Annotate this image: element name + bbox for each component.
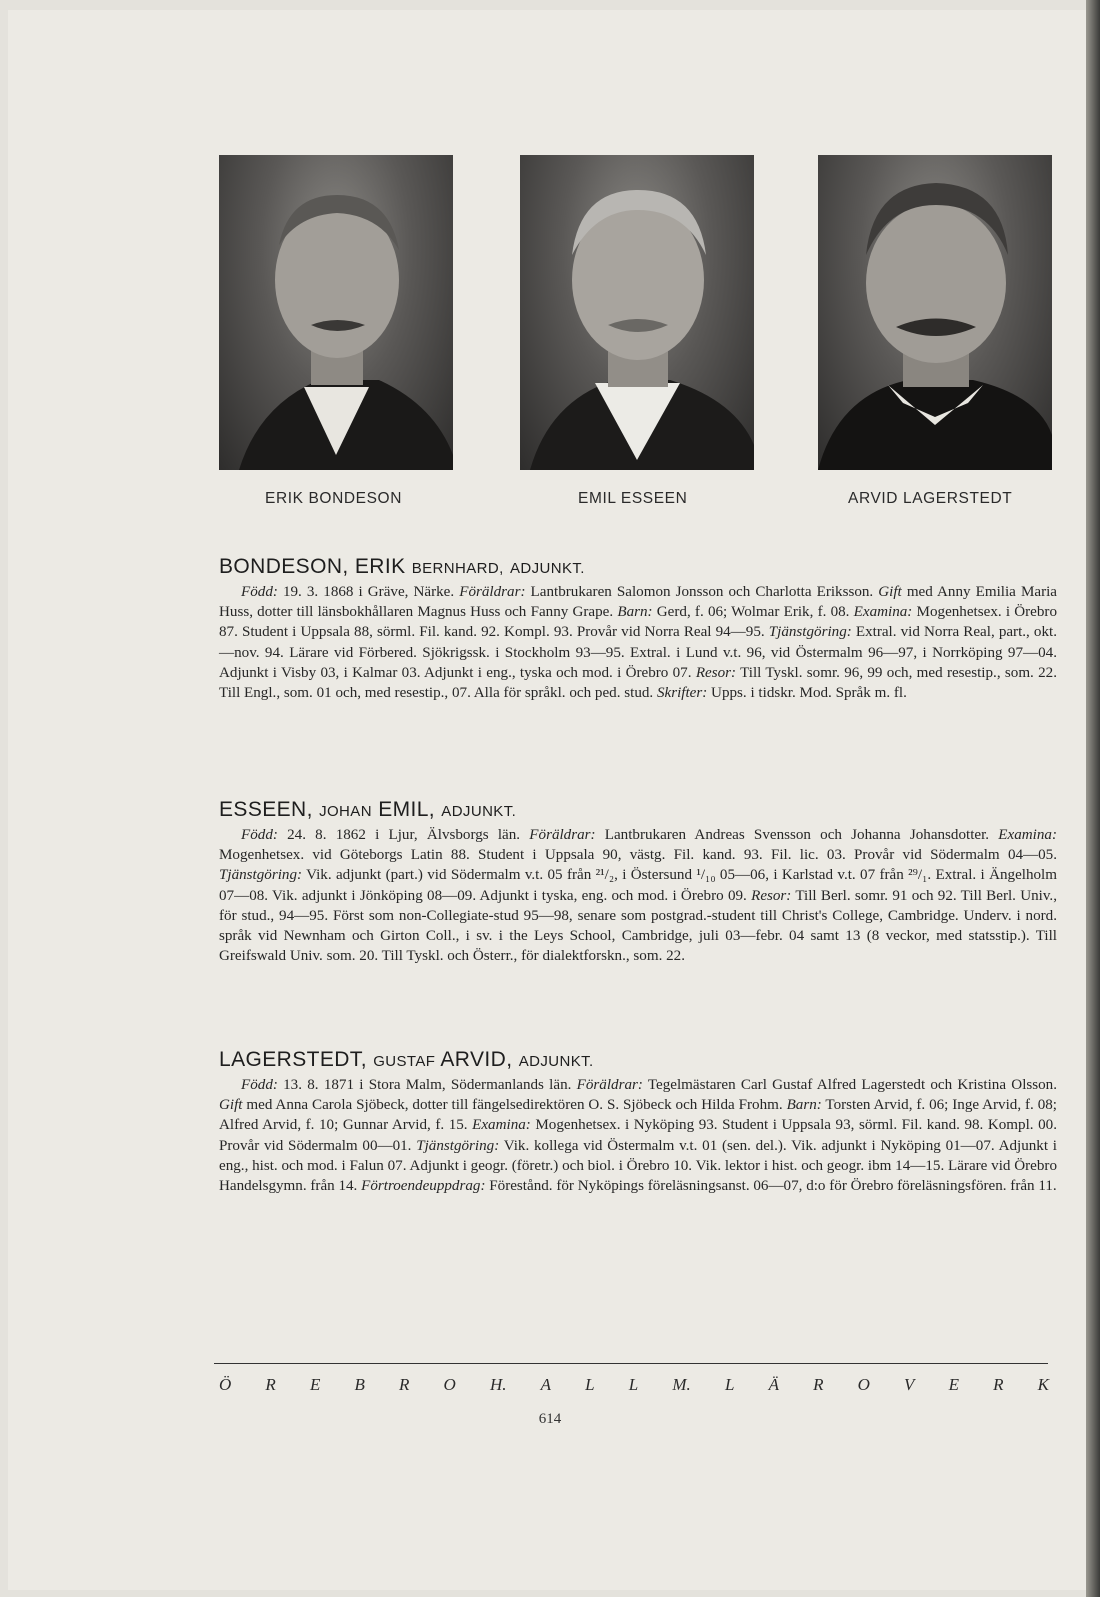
entry-field-text: med Anny Emilia Maria Huss, dotter till länsbokhållaren Magnus Huss och Fanny Grape. bbox=[219, 584, 1057, 621]
entry-given-main: ERIK bbox=[354, 555, 406, 578]
entry-field-text: Upps. i tidskr. Mod. Språk m. fl. bbox=[707, 685, 907, 702]
entry-title: ADJUNKT. bbox=[441, 803, 517, 820]
entry-field-text: Tegelmästaren Carl Gustaf Alfred Lagerstedt och Kristina Olsson. bbox=[642, 1077, 1058, 1093]
entry-field-label: Examina: bbox=[998, 827, 1057, 843]
entry-field-text: Till Berl. somr. 91 och 92. Till Berl. Univ., för stud., 94—95. Först som non-Collegiate-stud 95—98, senare som postgrad.-student till Christ's College, Cambridge. Underv. i nord. språk vid Newnham och Girton Coll., i sv. i the Leys School, Cambridge, juli 03—febr. 04 samt 13 (8 veckor, med statsstip.). Till Greifswald Univ. som. 20. Till Tyskl. och Österr., för dialektforskn., som. 22. bbox=[219, 887, 1057, 965]
footer-letter: H. bbox=[489, 1375, 507, 1394]
entry-field-text: Mogenhetsex. vid Göteborgs Latin 88. Student i Uppsala 90, västg. Fil. kand. 93. Fil. lic. 03. Provår vid Södermalm 04—05. bbox=[219, 847, 1057, 864]
entry-field-label: Föräldrar: bbox=[529, 827, 596, 843]
entry-field-text: Mogenhetsex. i Örebro 87. Student i Uppsala 88, sörml. Fil. kand. 92. Kompl. 93. Provår vid Norra Real 94—95. bbox=[219, 604, 1057, 641]
entry-surname: LAGERSTEDT, bbox=[219, 1048, 367, 1071]
running-footer bbox=[219, 1375, 1049, 1395]
entry-surname: BONDESON, bbox=[219, 555, 349, 578]
page-number: 614 bbox=[538, 1411, 562, 1427]
entry-title: ADJUNKT. bbox=[509, 560, 585, 577]
entry-field-label: Tjänstgöring: bbox=[219, 867, 303, 884]
entry-field-text: Vik. adjunkt (part.) vid Södermalm v.t. 05 från ²¹/₂, i Östersund ¹/₁₀ 05—06, i Karlstad v.t. 07 från ²⁹/₁. Extral. i Ängelholm 07—08. Vik. adjunkt i Jönköping 08—09. Adjunkt i tyska, eng. och mod. i Örebro 09. bbox=[219, 867, 1057, 904]
entry-title: ADJUNKT. bbox=[518, 1053, 594, 1070]
entry-given-main: ARVID, bbox=[440, 1048, 513, 1071]
entry-field-label: Föräldrar: bbox=[576, 1077, 643, 1093]
page-edge-shadow bbox=[1086, 0, 1100, 1597]
footer-letter: E bbox=[309, 1375, 321, 1394]
entry-field-label: Resor: bbox=[751, 887, 792, 904]
footer-letter: L bbox=[628, 1375, 639, 1394]
footer-letter: M. bbox=[672, 1375, 691, 1394]
entry-field-text: Förestånd. för Nyköpings föreläsningsanst. 06—07, d:o för Örebro föreläsningsfören. från 11. bbox=[485, 1178, 1057, 1195]
entry-field-text: Torsten Arvid, f. 06; Inge Arvid, f. 08; Alfred Arvid, f. 10; Gunnar Arvid, f. 15. bbox=[219, 1097, 1057, 1134]
entry-field-label: Född: bbox=[241, 584, 278, 600]
entry-field-label: Skrifter: bbox=[656, 685, 708, 702]
portrait-caption: ERIK BONDESON bbox=[265, 490, 402, 507]
entry-body bbox=[219, 582, 1057, 703]
entry-field-label: Född: bbox=[241, 827, 278, 843]
entry-field-text: 24. 8. 1862 i Ljur, Älvsborgs län. bbox=[277, 827, 530, 843]
entry-field-text: Lantbrukaren Andreas Svensson och Johanna Johansdotter. bbox=[595, 827, 999, 843]
entry-given-main: EMIL, bbox=[378, 798, 436, 821]
footer-letter: R bbox=[265, 1375, 276, 1394]
entry-given-prefix: GUSTAF bbox=[373, 1053, 436, 1070]
footer-rule bbox=[214, 1363, 1048, 1364]
entry-field-label: Gift bbox=[878, 584, 902, 600]
entry-given-prefix: JOHAN bbox=[319, 803, 372, 820]
entry-surname: ESSEEN, bbox=[219, 798, 313, 821]
entry-field-label: Gift bbox=[219, 1097, 243, 1114]
entry-body bbox=[219, 1075, 1057, 1196]
entry-field-label: Resor: bbox=[695, 664, 737, 681]
entry-field-label: Barn: bbox=[786, 1097, 822, 1114]
footer-letter: A bbox=[540, 1375, 552, 1394]
entry-field-label: Examina: bbox=[472, 1117, 531, 1134]
footer-letter: O bbox=[857, 1375, 870, 1394]
portrait-photo-lagerstedt bbox=[818, 155, 1052, 470]
entry-field-label: Examina: bbox=[853, 604, 913, 621]
footer-letter: R bbox=[399, 1375, 410, 1394]
footer-letter: Ö bbox=[219, 1375, 232, 1394]
entry-field-text: Till Tyskl. somr. 96, 99 och, med resestip., som. 22. Till Engl., som. 01 och, med resestip., 07. Alla för språkl. och ped. stud. bbox=[219, 664, 1058, 702]
portrait-caption: ARVID LAGERSTEDT bbox=[848, 490, 1013, 507]
entry-field-label: Förtroendeuppdrag: bbox=[361, 1178, 486, 1195]
footer-letter: O bbox=[443, 1375, 456, 1394]
entry-field-text: 13. 8. 1871 i Stora Malm, Södermanlands län. bbox=[277, 1077, 577, 1093]
footer-letter: B bbox=[354, 1375, 365, 1394]
entry-field-text: Mogenhetsex. i Nyköping 93. Student i Uppsala 93, sörml. Fil. kand. 98. Kompl. 00. Provår vid Södermalm 00—01. bbox=[219, 1117, 1057, 1154]
portrait-caption: EMIL ESSEEN bbox=[578, 490, 688, 507]
entry-body bbox=[219, 825, 1057, 966]
footer-letter: V bbox=[904, 1375, 915, 1394]
footer-letter: E bbox=[948, 1375, 959, 1394]
entry-field-label: Barn: bbox=[617, 604, 653, 621]
portrait-photo-bondeson bbox=[219, 155, 453, 470]
footer-letter: Ä bbox=[768, 1375, 779, 1394]
footer-letter: L bbox=[585, 1375, 595, 1394]
entry-field-text: med Anna Carola Sjöbeck, dotter till fängelsedirektören O. S. Sjöbeck och Hilda Frohm. bbox=[242, 1097, 787, 1114]
footer-letter: L bbox=[724, 1375, 735, 1394]
entry-field-label: Tjänstgöring: bbox=[416, 1137, 500, 1154]
footer-letter: K bbox=[1037, 1375, 1049, 1394]
entry-given-suffix: BERNHARD, bbox=[411, 560, 504, 577]
entry-field-label: Föräldrar: bbox=[459, 584, 526, 600]
entry-field-label: Född: bbox=[241, 1077, 278, 1093]
portrait-photo-esseen bbox=[520, 155, 754, 470]
footer-letter: R bbox=[813, 1375, 824, 1394]
entry-heading bbox=[219, 1048, 594, 1072]
entry-heading bbox=[219, 798, 516, 822]
entry-field-text: Gerd, f. 06; Wolmar Erik, f. 08. bbox=[652, 604, 854, 621]
entry-field-label: Tjänstgöring: bbox=[768, 624, 852, 641]
entry-field-text: 19. 3. 1868 i Gräve, Närke. bbox=[277, 584, 460, 600]
entry-field-text: Extral. vid Norra Real, part., okt.—nov. 94. Lärare vid Förbered. Sjökrigssk. i Stockholm 93—95. Extral. i Lund v.t. 96, vid Östermalm 96—97, i Norrköping 97—04. Adjunkt i Visby 03, i Kalmar 03. Adjunkt i eng., tyska och mod. i Örebro 07. bbox=[219, 624, 1057, 681]
footer-letter: R bbox=[993, 1375, 1004, 1394]
entry-field-text: Lantbrukaren Salomon Jonsson och Charlotta Eriksson. bbox=[525, 584, 879, 600]
entry-field-text: Vik. kollega vid Östermalm v.t. 01 (sen. del.). Vik. adjunkt i Nyköping 01—07. Adjunkt i eng., hist. och mod. i Falun 07. Adjunkt i geogr. (företr.) och biol. i Örebro 10. Vik. lektor i hist. och geogr. ibm 14—15. Lärare vid Örebro Handelsgymn. från 14. bbox=[219, 1137, 1057, 1195]
entry-heading bbox=[219, 555, 585, 579]
